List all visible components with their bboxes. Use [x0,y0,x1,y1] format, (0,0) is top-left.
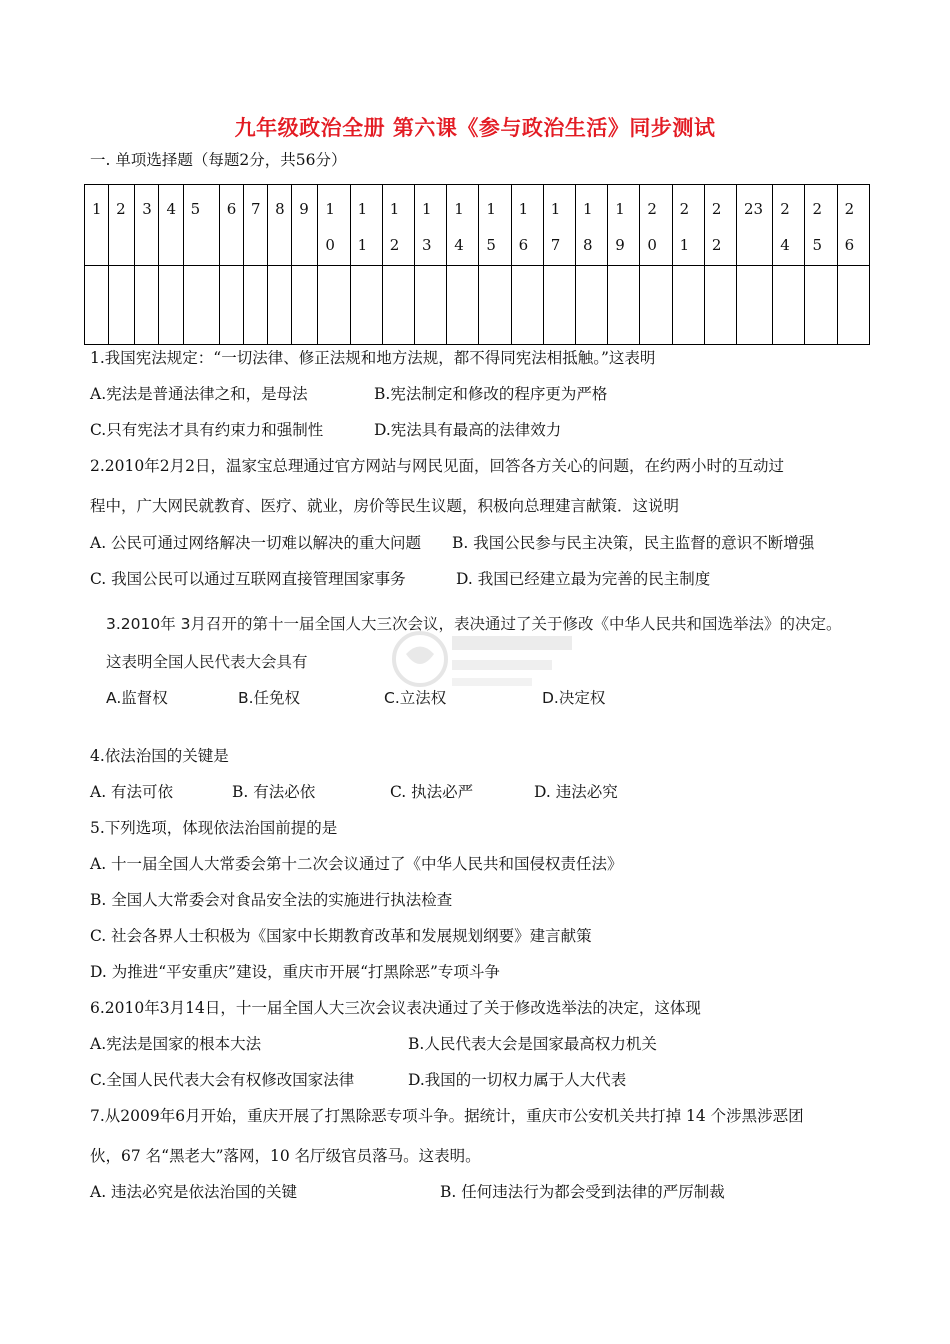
option-d: D. 违法必究 [534,783,618,801]
answer-table-number-cell [704,185,736,266]
answer-table-number-cell [350,185,382,266]
answer-table-blank-cell[interactable] [414,266,446,345]
question-number: 9 [299,200,309,218]
answer-table-blank-cell[interactable] [243,266,267,345]
answer-table-blank-cell[interactable] [576,266,608,345]
answer-table-blank-cell[interactable] [159,266,183,345]
answer-table-number-cell [805,185,837,266]
option-a: A.宪法是普通法律之和，是母法 [90,385,308,403]
answer-table-blank-cell[interactable] [268,266,292,345]
option-d: D.我国的一切权力属于人大代表 [408,1071,627,1089]
question-number: 4 [166,200,176,218]
answer-table-number-cell [243,185,267,266]
question-number: 5 [190,200,201,218]
answer-table-number-cell [479,185,511,266]
page-title: 九年级政治全册 第六课《参与政治生活》同步测试 [234,116,716,140]
answer-table-blank-cell[interactable] [479,266,511,345]
option-c: C.全国人民代表大会有权修改国家法律 [90,1071,355,1089]
answer-table-number-cell [737,185,773,266]
answer-table-blank-cell[interactable] [109,266,135,345]
answer-table-blank-cell[interactable] [318,266,350,345]
question-number: 2 [116,200,126,218]
question-number: 2 2 [711,200,722,254]
option-c: C. 社会各界人士积极为《国家中长期教育改革和发展规划纲要》建言献策 [90,927,592,945]
option-b: B. 任何违法行为都会受到法律的严厉制裁 [440,1183,725,1201]
option-c: C. 执法必严 [390,783,474,801]
option-b: B.宪法制定和修改的程序更为严格 [374,385,608,403]
option-a: A. 公民可通过网络解决一切难以解决的重大问题 [90,534,422,552]
answer-table-number-cell [183,185,219,266]
question-7-stem-line-1: 7.从2009年6月开始，重庆开展了打黑除恶专项斗争。据统计，重庆市公安机关共打掉 14 个涉黑涉恶团 [90,1107,804,1125]
option-b: B. 有法必依 [232,783,316,801]
answer-table-blank-cell[interactable] [135,266,159,345]
option-b: B.人民代表大会是国家最高权力机关 [408,1035,657,1053]
question-2-stem-line-1: 2.2010年2月2日，温家宝总理通过官方网站与网民见面，回答各方关心的问题，在约两小时的互动过 [90,457,784,475]
answer-table-blank-cell[interactable] [543,266,575,345]
answer-table-number-cell [837,185,869,266]
answer-table-number-cell [576,185,608,266]
answer-table-blank-cell[interactable] [737,266,773,345]
answer-table-number-cell [382,185,414,266]
question-4-stem: 4.依法治国的关键是 [90,747,229,765]
answer-table-blank-cell[interactable] [672,266,704,345]
answer-table-blank-cell[interactable] [608,266,640,345]
question-1-stem: 1.我国宪法规定：“一切法律、修正法规和地方法规，都不得同宪法相抵触。”这表明 [90,349,656,367]
option-d: D. 我国已经建立最为完善的民主制度 [456,570,711,588]
question-number: 2 0 [647,200,657,254]
question-number: 1 3 [421,200,432,254]
option-d: D.决定权 [542,689,606,707]
option-c: C. 我国公民可以通过互联网直接管理国家事务 [90,570,406,588]
answer-table-number-cell [414,185,446,266]
question-number: 1 7 [550,200,561,254]
answer-table-blank-cell[interactable] [292,266,318,345]
question-number: 2 6 [844,200,855,254]
answer-table-blank-cell[interactable] [350,266,382,345]
option-a: A. 违法必究是依法治国的关键 [90,1183,298,1201]
answer-table-number-cell [135,185,159,266]
question-number: 1 8 [583,200,593,254]
question-number: 1 9 [615,200,625,254]
question-number: 1 2 [389,200,400,254]
answer-table-blank-cell[interactable] [805,266,837,345]
option-a: A. 十一届全国人大常委会第十二次会议通过了《中华人民共和国侵权责任法》 [90,855,623,873]
question-number: 1 6 [518,200,529,254]
question-3-image [90,604,890,714]
answer-table-blank-cell[interactable] [85,266,109,345]
question-number: 1 0 [325,200,335,254]
option-b: B. 全国人大常委会对食品安全法的实施进行执法检查 [90,891,453,909]
question-number: 1 [92,200,102,218]
option-a: A.宪法是国家的根本大法 [90,1035,262,1053]
answer-table-blank-cell[interactable] [704,266,736,345]
question-number: 2 4 [780,200,790,254]
answer-table-number-cell [268,185,292,266]
answer-table-number-cell [511,185,543,266]
answer-table-blank-cell[interactable] [447,266,479,345]
section-heading: 一. 单项选择题（每题2分，共56分） [90,151,347,169]
answer-table-blank-cell[interactable] [382,266,414,345]
answer-table-blank-cell[interactable] [511,266,543,345]
answer-table-number-cell [672,185,704,266]
question-3-stem-line-2: 这表明全国人民代表大会具有 [106,653,308,671]
question-number: 1 4 [454,200,464,254]
answer-table [84,184,870,345]
question-number: 3 [142,200,152,218]
answer-table-number-cell [109,185,135,266]
answer-table-number-cell [543,185,575,266]
answer-table-number-cell [85,185,109,266]
question-number: 23 [744,200,764,218]
question-number: 1 5 [486,200,496,254]
option-d: D. 为推进“平安重庆”建设，重庆市开展“打黑除恶”专项斗争 [90,963,500,981]
option-c: C.只有宪法才具有约束力和强制性 [90,421,324,439]
question-number: 7 [250,200,261,218]
question-3-stem-line-1: 3.2010年 3月召开的第十一届全国人大三次会议，表决通过了关于修改《中华人民共和国选举法》的决定。 [106,615,842,633]
answer-table-blank-cell[interactable] [219,266,243,345]
answer-table-blank-cell[interactable] [640,266,672,345]
answer-table-blank-cell[interactable] [183,266,219,345]
option-b: B.任免权 [238,689,301,707]
question-2-stem-line-2: 程中，广大网民就教育、医疗、就业，房价等民生议题，积极向总理建言献策．这说明 [90,497,680,515]
answer-table-number-cell [773,185,805,266]
question-7-stem-line-2: 伙，67 名“黑老大”落网，10 名厅级官员落马。这表明。 [90,1147,481,1165]
answer-table-number-cell [608,185,640,266]
answer-table-blank-cell[interactable] [773,266,805,345]
option-c: C.立法权 [384,689,447,707]
question-number: 2 5 [812,200,822,254]
answer-table-number-cell [640,185,672,266]
option-d: D.宪法具有最高的法律效力 [374,421,562,439]
question-5-stem: 5.下列选项，体现依法治国前提的是 [90,819,338,837]
option-a: A.监督权 [106,689,168,707]
question-number: 8 [275,200,285,218]
question-6-stem: 6.2010年3月14日，十一届全国人大三次会议表决通过了关于修改选举法的决定，这体现 [90,999,701,1017]
answer-table-number-cell [159,185,183,266]
answer-table-number-cell [447,185,479,266]
answer-table-number-cell [318,185,350,266]
question-number: 1 1 [357,200,368,254]
option-a: A. 有法可依 [90,783,174,801]
question-number: 2 1 [679,200,690,254]
answer-table-number-cell [292,185,318,266]
answer-table-number-cell [219,185,243,266]
answer-table-blank-cell[interactable] [837,266,869,345]
option-b: B. 我国公民参与民主决策，民主监督的意识不断增强 [452,534,815,552]
question-number: 6 [226,200,237,218]
